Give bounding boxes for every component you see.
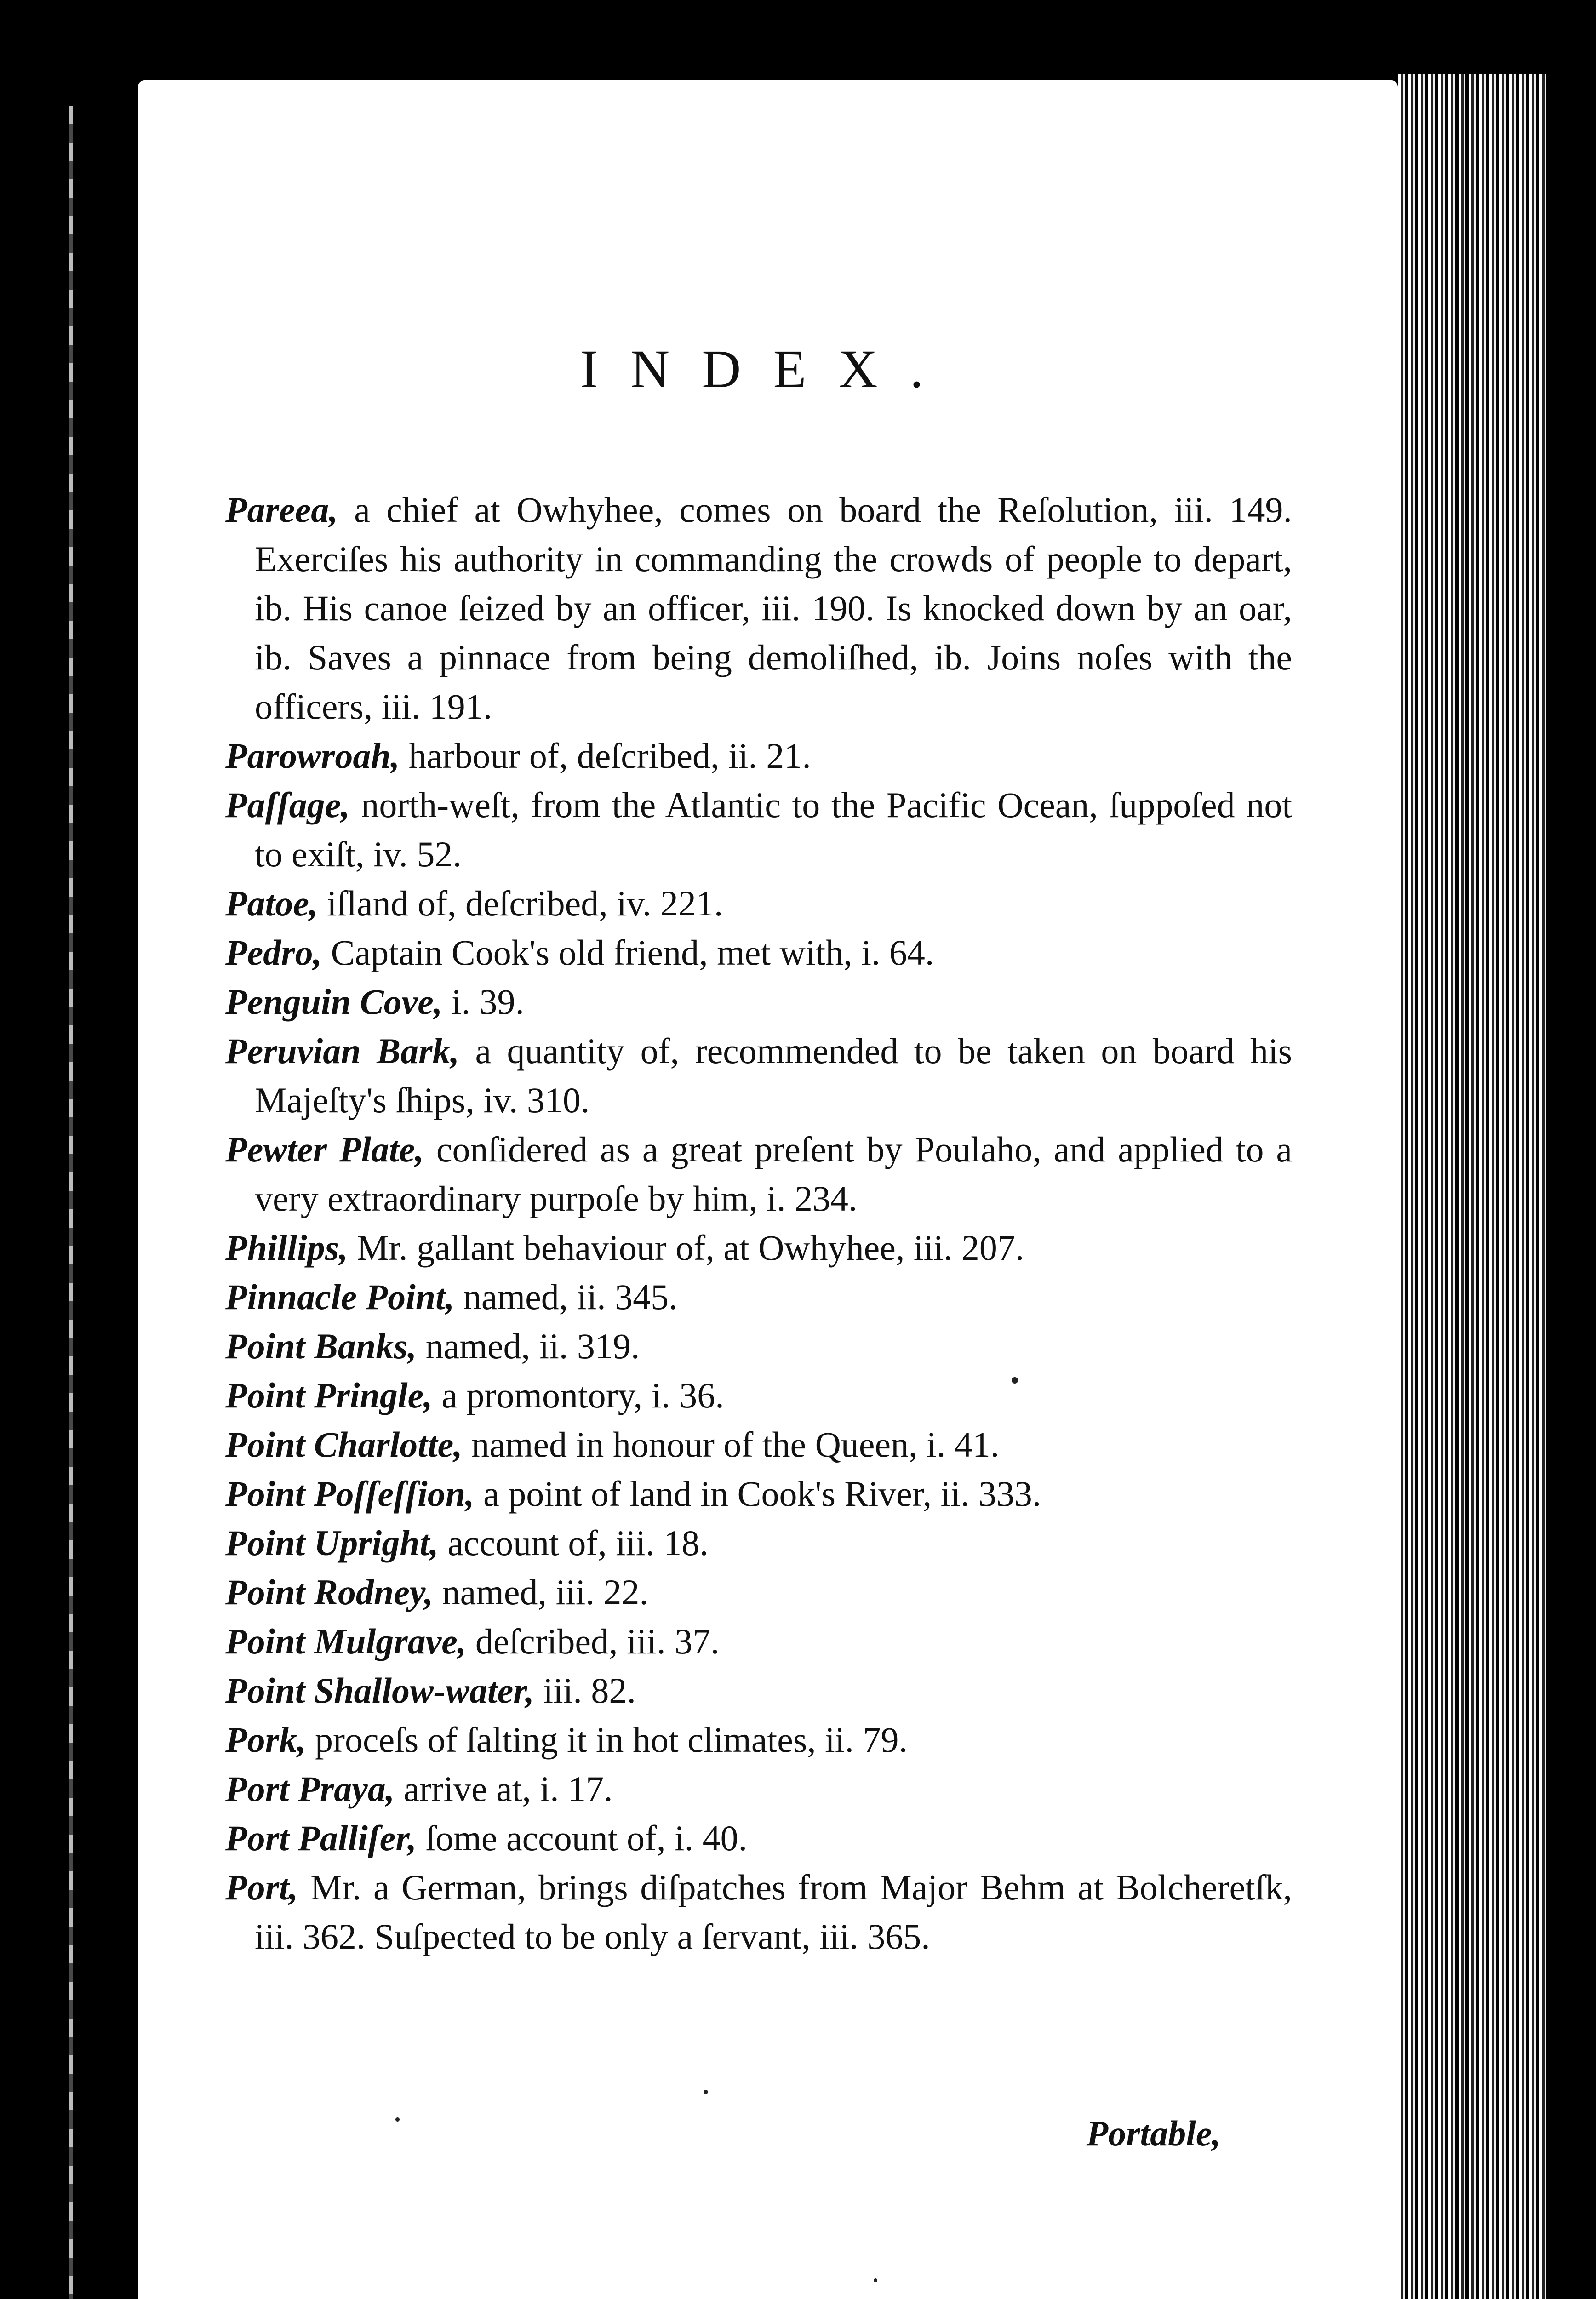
index-entry bbox=[225, 1518, 1292, 1567]
index-entry bbox=[225, 1420, 1292, 1469]
index-entry bbox=[225, 1567, 1292, 1617]
entry-headword: Pork, bbox=[225, 1720, 306, 1760]
entry-headword: Point Banks, bbox=[225, 1326, 417, 1366]
entry-headword: Phillips, bbox=[225, 1228, 348, 1268]
index-entry bbox=[225, 485, 1292, 731]
ink-speck bbox=[874, 2278, 877, 2282]
entry-text: i. 39. bbox=[442, 982, 525, 1022]
index-entry bbox=[225, 1469, 1292, 1518]
ink-speck bbox=[704, 2090, 708, 2094]
entry-text: Mr. a German, brings diſpatches from Major Behm at Bolcheretſk, iii. 362. Suſpected to be only a ſervant, iii. 365. bbox=[255, 1867, 1292, 1956]
index-entry bbox=[225, 977, 1292, 1026]
entry-headword: Peruvian Bark, bbox=[225, 1031, 460, 1071]
catchword: Portable, bbox=[1086, 2113, 1221, 2153]
index-entry bbox=[225, 1764, 1292, 1813]
index-entry bbox=[225, 879, 1292, 928]
entry-headword: Port, bbox=[225, 1867, 298, 1907]
index-entry bbox=[225, 1371, 1292, 1420]
entry-headword: Pedro, bbox=[225, 932, 322, 972]
entry-text: iii. 82. bbox=[534, 1670, 636, 1710]
right-page-edge bbox=[1398, 74, 1550, 2299]
entry-headword: Point Pringle, bbox=[225, 1375, 433, 1415]
entry-text: a quantity of, recommended to be taken on board his Majeſty's ſhips, iv. 310. bbox=[255, 1031, 1292, 1120]
entry-headword: Point Upright, bbox=[225, 1523, 439, 1563]
index-list bbox=[225, 485, 1292, 1961]
index-entry bbox=[225, 1321, 1292, 1371]
entry-headword: Penguin Cove, bbox=[225, 982, 443, 1022]
index-entry bbox=[225, 1125, 1292, 1223]
entry-text: ſome account of, i. 40. bbox=[416, 1818, 748, 1858]
left-binding-edge bbox=[69, 106, 73, 2299]
index-entry bbox=[225, 780, 1292, 879]
entry-headword: Port Palliſer, bbox=[225, 1818, 417, 1858]
entry-text: iſland of, deſcribed, iv. 221. bbox=[318, 883, 723, 923]
entry-headword: Point Rodney, bbox=[225, 1572, 434, 1612]
entry-text: arrive at, i. 17. bbox=[395, 1769, 613, 1809]
entry-text: a point of land in Cook's River, ii. 333. bbox=[474, 1474, 1041, 1514]
entry-text: a promontory, i. 36. bbox=[432, 1375, 724, 1415]
entry-text: deſcribed, iii. 37. bbox=[466, 1621, 720, 1661]
index-entry bbox=[225, 1223, 1292, 1272]
entry-text: conſidered as a great preſent by Poulaho, and applied to a very extraordinary purpoſe by him, i. 234. bbox=[255, 1129, 1292, 1218]
entry-headword: Point Charlotte, bbox=[225, 1424, 463, 1464]
entry-text: Captain Cook's old friend, met with, i. 64. bbox=[322, 932, 934, 972]
entry-text: north-weſt, from the Atlantic to the Pacific Ocean, ſuppoſed not to exiſt, iv. 52. bbox=[255, 785, 1292, 874]
index-entry bbox=[225, 1272, 1292, 1321]
entry-text: named, ii. 319. bbox=[417, 1326, 640, 1366]
entry-text: named, iii. 22. bbox=[433, 1572, 649, 1612]
entry-headword: Patoe, bbox=[225, 883, 318, 923]
entry-text: account of, iii. 18. bbox=[438, 1523, 709, 1563]
entry-headword: Port Praya, bbox=[225, 1769, 395, 1809]
index-entry bbox=[225, 1026, 1292, 1125]
page-title: INDEX. bbox=[580, 339, 956, 399]
entry-text: proceſs of ſalting it in hot climates, ii. 79. bbox=[306, 1720, 908, 1760]
entry-headword: Point Mulgrave, bbox=[225, 1621, 467, 1661]
index-entry bbox=[225, 1863, 1292, 1961]
index-entry bbox=[225, 1666, 1292, 1715]
index-entry bbox=[225, 928, 1292, 977]
index-entry bbox=[225, 1617, 1292, 1666]
entry-headword: Point Poſſeſſion, bbox=[225, 1474, 475, 1514]
entry-text: Mr. gallant behaviour of, at Owhyhee, iii. 207. bbox=[348, 1228, 1024, 1268]
ink-speck bbox=[1012, 1377, 1018, 1384]
index-entry bbox=[225, 731, 1292, 780]
entry-text: named in honour of the Queen, i. 41. bbox=[462, 1424, 1000, 1464]
entry-headword: Point Shallow-water, bbox=[225, 1670, 534, 1710]
entry-headword: Parowroah, bbox=[225, 736, 400, 776]
entry-text: named, ii. 345. bbox=[454, 1277, 678, 1317]
entry-headword: Pinnacle Point, bbox=[225, 1277, 455, 1317]
entry-headword: Paſſage, bbox=[225, 785, 350, 825]
entry-text: a chief at Owhyhee, comes on board the Reſolution, iii. 149. Exerciſes his authority in commanding the crowds of people to depart, ib. His canoe ſeized by an officer, iii. 190. Is knocked down by an oar, ib. Saves a pinnace from being demoliſhed, ib. Joins noſes with the officers, iii. 191. bbox=[255, 490, 1292, 726]
right-edge-shade bbox=[1550, 74, 1596, 2299]
entry-text: harbour of, deſcribed, ii. 21. bbox=[400, 736, 811, 776]
entry-headword: Pareea, bbox=[225, 490, 338, 530]
index-entry bbox=[225, 1813, 1292, 1863]
book-page bbox=[138, 80, 1398, 2299]
ink-speck bbox=[395, 2117, 400, 2122]
index-entry bbox=[225, 1715, 1292, 1764]
entry-headword: Pewter Plate, bbox=[225, 1129, 424, 1169]
